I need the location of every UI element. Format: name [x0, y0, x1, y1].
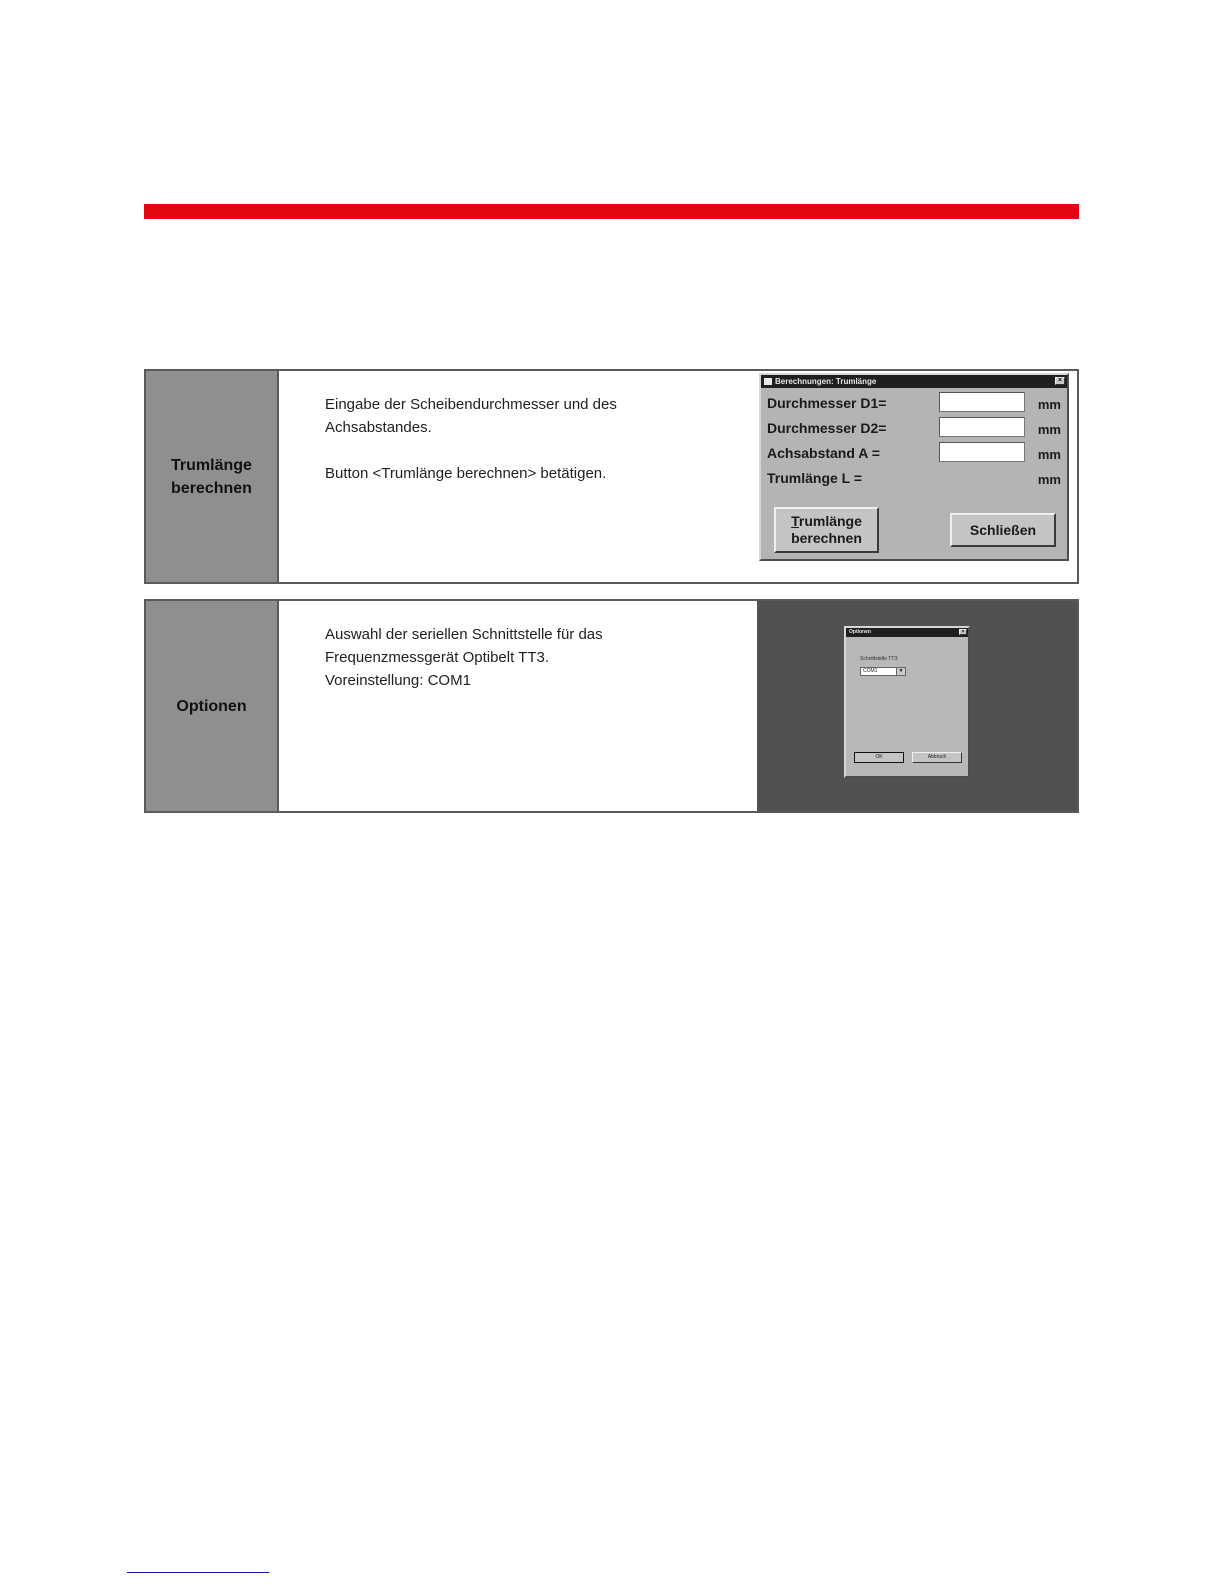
dialog-titlebar	[846, 628, 968, 637]
app-icon	[764, 378, 772, 385]
d2-input[interactable]	[939, 417, 1025, 437]
port-select[interactable]	[860, 667, 906, 676]
d2-unit: mm	[1037, 422, 1061, 437]
dialog-title: Berechnungen: Trumlänge	[775, 377, 877, 386]
chevron-down-icon[interactable]: ▼	[896, 668, 905, 675]
button-label: Schließen	[969, 521, 1037, 538]
dialog-title: Optionen	[849, 629, 871, 635]
achsabstand-input[interactable]	[939, 442, 1025, 462]
d1-input[interactable]	[939, 392, 1025, 412]
port-label: Schnittstelle TT3:	[860, 656, 899, 662]
dialog-titlebar	[761, 375, 1067, 388]
schliessen-button[interactable]	[950, 513, 1056, 547]
description-paragraph: Eingabe der Scheibendurchmesser und des Achsabstandes.	[325, 396, 617, 436]
button-label: Trumlänge berechnen	[791, 513, 862, 546]
row-description	[279, 371, 757, 582]
screenshot-cell	[757, 371, 1077, 582]
row-label-text: Trumlänge berechnen	[171, 456, 252, 497]
row-label	[146, 601, 279, 811]
abbruch-button[interactable]: Abbruch	[912, 752, 962, 763]
d1-unit: mm	[1037, 397, 1061, 412]
trumlaenge-berechnen-button[interactable]	[774, 507, 879, 553]
close-icon[interactable]: ×	[1055, 377, 1065, 385]
ok-button[interactable]: OK	[854, 752, 904, 763]
optionen-dialog	[844, 626, 970, 778]
trumlaenge-dialog	[759, 373, 1069, 561]
footer-rule	[127, 1572, 269, 1573]
close-icon[interactable]: ×	[959, 629, 967, 635]
trumlaenge-unit: mm	[1037, 472, 1061, 487]
d2-label: Durchmesser D2=	[767, 420, 887, 436]
trumlaenge-label: Trumlänge L =	[767, 470, 863, 486]
row-label-text: Optionen	[176, 697, 247, 715]
achsabstand-label: Achsabstand A =	[767, 445, 880, 461]
row-description	[279, 601, 757, 811]
description-paragraph: Button <Trumlänge berechnen> betätigen.	[325, 465, 607, 482]
table-row-optionen	[144, 599, 1079, 813]
screenshot-cell	[757, 601, 1077, 811]
table-row-trumlaenge	[144, 369, 1079, 584]
header-red-rule	[144, 204, 1079, 219]
d1-label: Durchmesser D1=	[767, 395, 887, 411]
achsabstand-unit: mm	[1037, 447, 1061, 462]
port-value: COM1	[863, 668, 878, 674]
description-paragraph: Auswahl der seriellen Schnittstelle für das Frequenzmessgerät Optibelt TT3. Voreinstellung: COM1	[325, 626, 603, 689]
row-label	[146, 371, 279, 582]
